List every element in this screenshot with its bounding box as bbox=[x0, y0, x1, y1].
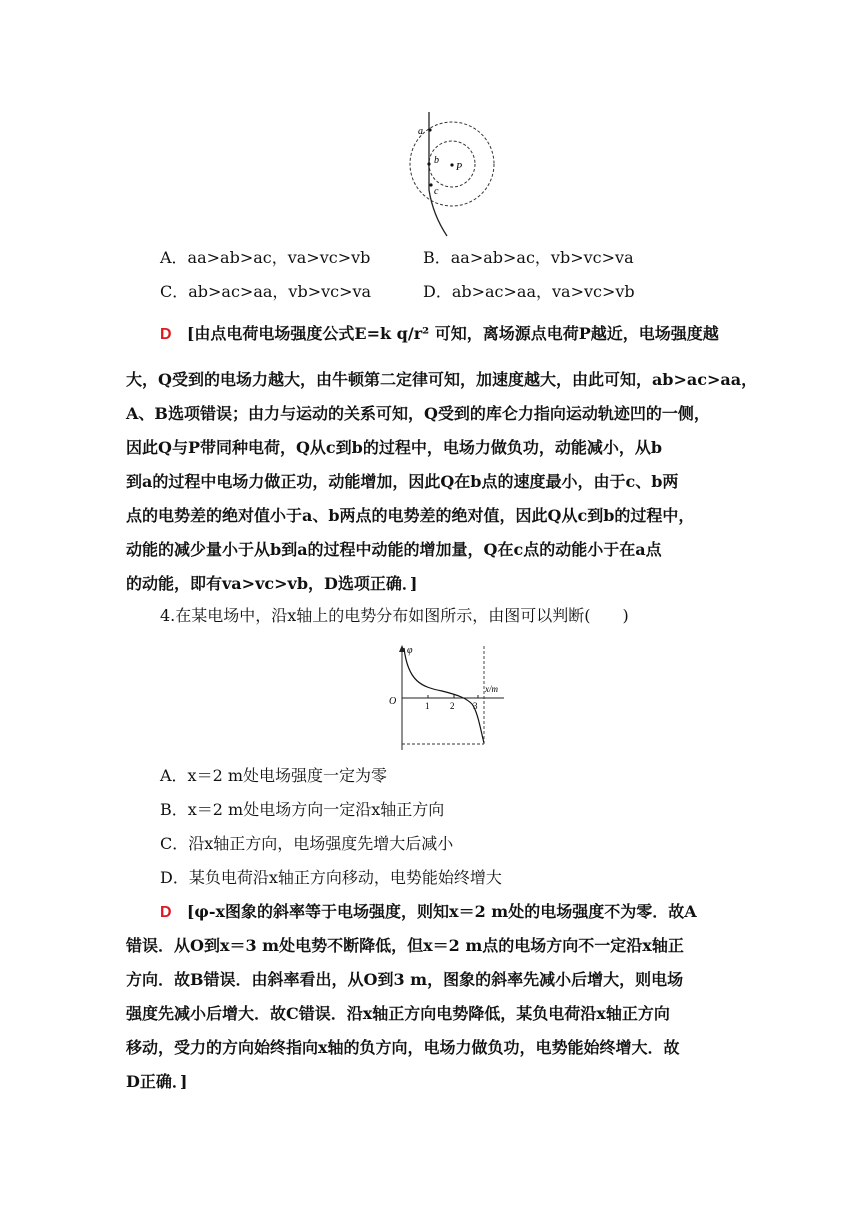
q3-explanation-line: 点的电势差的绝对值小于a、b两点的电势差的绝对值，因此Q从c到b的过程中， bbox=[126, 506, 695, 525]
q3-explanation-line: 大，Q受到的电场力越大，由牛顿第二定律可知，加速度越大，由此可知，ab>ac>aa， bbox=[126, 370, 758, 389]
q3-explanation-line: 的动能，即有va>vc>vb，D选项正确．] bbox=[126, 574, 418, 593]
point-b bbox=[427, 162, 430, 165]
q3-answer-letter: D bbox=[160, 326, 172, 343]
q3-option-b: B．aa>ab>ac，vb>vc>va bbox=[423, 248, 634, 267]
q4-explanation-line: 强度先减小后增大．故C错误．沿x轴正方向电势降低，某负电荷沿x轴正方向 bbox=[126, 1004, 670, 1023]
q4-explanation-line: 方向．故B错误．由斜率看出，从O到3 m，图象的斜率先减小后增大，则电场 bbox=[126, 970, 684, 989]
tick-label-2: 2 bbox=[450, 701, 455, 711]
phi-curve bbox=[404, 648, 484, 743]
q4-option-b: B．x＝2 m处电场方向一定沿x轴正方向 bbox=[160, 800, 445, 819]
tick-label-3: 3 bbox=[473, 701, 478, 711]
q4-explanation-line: D正确．] bbox=[126, 1072, 188, 1091]
q4-explanation-line: 移动，受力的方向始终指向x轴的负方向，电场力做负功，电势能始终增大．故 bbox=[126, 1038, 680, 1057]
q4-option-d: D．某负电荷沿x轴正方向移动，电势能始终增大 bbox=[160, 868, 502, 887]
point-P bbox=[450, 163, 453, 166]
q4-option-a: A．x＝2 m处电场强度一定为零 bbox=[160, 766, 388, 785]
q4-option-c: C．沿x轴正方向，电场强度先增大后减小 bbox=[160, 834, 454, 853]
q4-explanation-first: [φ-x图象的斜率等于电场强度，则知x＝2 m处的电场强度不为零．故A bbox=[186, 902, 697, 921]
x-axis-label: x/m bbox=[485, 684, 498, 694]
q3-explanation-line: 因此Q与P带同种电荷，Q从c到b的过程中，电场力做负功，动能减小，从b bbox=[126, 438, 663, 457]
q3-option-d: D．ab>ac>aa，va>vc>vb bbox=[423, 282, 635, 301]
q3-explanation-line: 到a的过程中电场力做正功，动能增加，因此Q在b点的速度最小，由于c、b两 bbox=[126, 472, 679, 491]
tick-label-1: 1 bbox=[425, 701, 430, 711]
trajectory-figure bbox=[395, 110, 505, 240]
phi-x-graph bbox=[382, 642, 512, 754]
q4-explanation-line: 错误．从O到x＝3 m处电势不断降低，但x＝2 m点的电场方向不一定沿x轴正 bbox=[126, 936, 684, 955]
origin-label: O bbox=[389, 696, 397, 707]
q3-explanation-first-line bbox=[160, 324, 760, 345]
q4-answer-letter: D bbox=[160, 904, 172, 921]
label-b: b bbox=[434, 155, 439, 166]
point-c bbox=[429, 183, 432, 186]
q3-explanation-line: A、B选项错误；由力与运动的关系可知，Q受到的库仑力指向运动轨迹凹的一侧， bbox=[126, 404, 710, 423]
q3-option-a: A．aa>ab>ac，va>vc>vb bbox=[160, 248, 371, 267]
q3-option-c: C．ab>ac>aa，vb>vc>va bbox=[160, 282, 372, 301]
q4-stem: 4.在某电场中，沿x轴上的电势分布如图所示，由图可以判断( ) bbox=[160, 606, 629, 625]
q3-explanation-line: 动能的减少量小于从b到a的过程中动能的增加量，Q在c点的动能小于在a点 bbox=[126, 540, 662, 559]
q4-explanation-first-line bbox=[160, 902, 760, 923]
label-c: c bbox=[434, 186, 439, 197]
label-a: a bbox=[418, 126, 423, 137]
phi-axis-label: φ bbox=[407, 645, 413, 656]
q3-explanation-first: [由点电荷电场强度公式E=k q/r² 可知，离场源点电荷P越近，电场强度越 bbox=[186, 324, 719, 343]
label-P: P bbox=[456, 162, 463, 173]
point-a bbox=[428, 128, 431, 131]
